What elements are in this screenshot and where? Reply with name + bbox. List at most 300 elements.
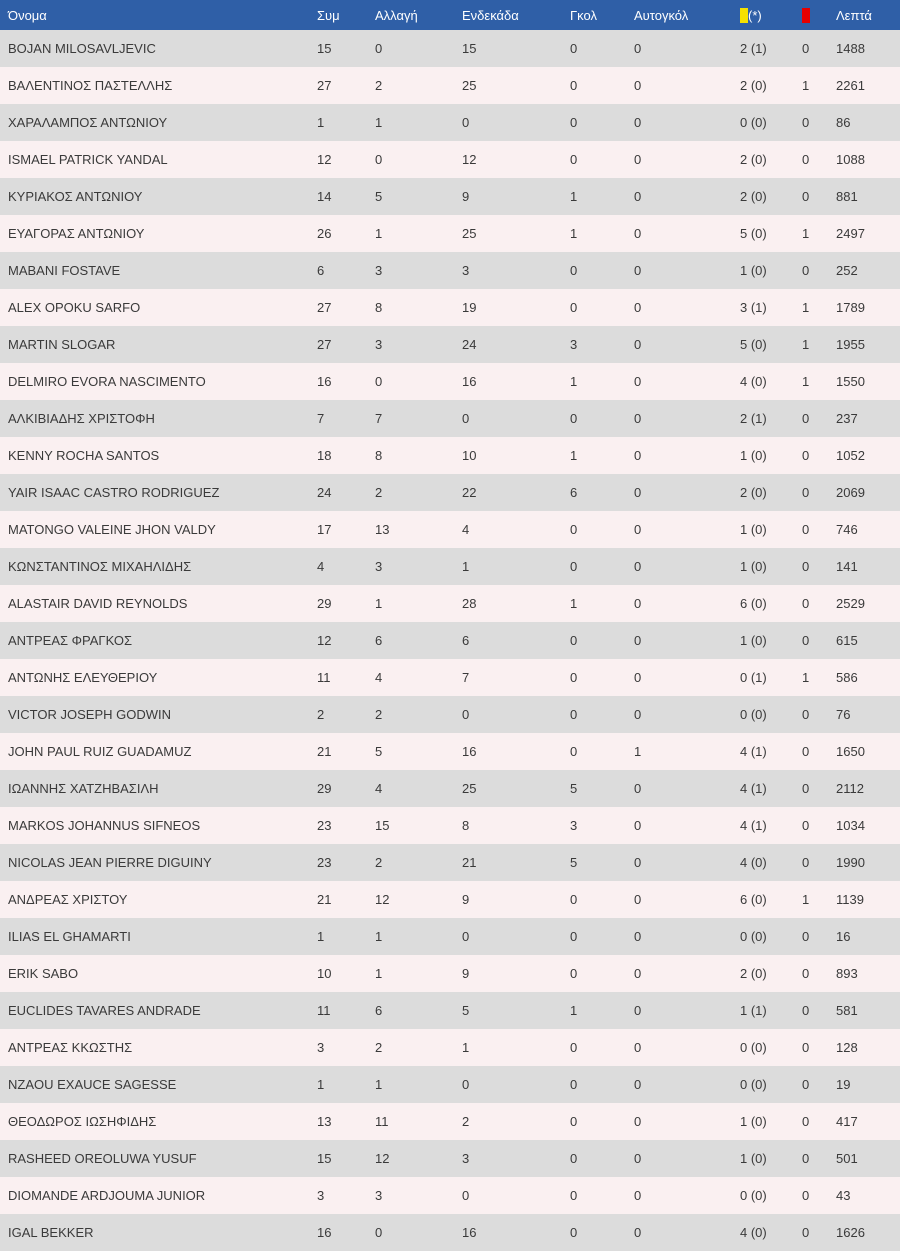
- red-cards-cell: 0: [802, 596, 810, 611]
- own-goals-cell: 0: [634, 226, 642, 241]
- goals-cell: 0: [570, 115, 578, 130]
- table-row: [0, 1140, 900, 1177]
- starting-appearances-cell: 2: [462, 1114, 470, 1129]
- substitute-appearances-cell: 1: [375, 115, 383, 130]
- own-goals-cell: 0: [634, 41, 642, 56]
- table-row: [0, 585, 900, 622]
- player-name-cell[interactable]: MABANI FOSTAVE: [8, 263, 121, 278]
- own-goals-cell: 0: [634, 670, 642, 685]
- minutes-cell: 2497: [836, 226, 865, 241]
- substitute-appearances-cell: 1: [375, 596, 383, 611]
- own-goals-cell: 0: [634, 1040, 642, 1055]
- goals-cell: 0: [570, 411, 578, 426]
- substitute-appearances-cell: 15: [375, 818, 390, 833]
- yellow-cards-cell: 2 (0): [740, 189, 767, 204]
- player-name-cell[interactable]: VICTOR JOSEPH GODWIN: [8, 707, 171, 722]
- goals-cell: 0: [570, 522, 578, 537]
- red-cards-cell: 0: [802, 448, 810, 463]
- player-name-cell[interactable]: ΙΩΑΝΝΗΣ ΧΑΤΖΗΒΑΣΙΛΗ: [8, 781, 159, 796]
- goals-cell: 0: [570, 1225, 578, 1240]
- red-cards-cell: 0: [802, 966, 810, 981]
- red-cards-cell: 0: [802, 818, 810, 833]
- own-goals-cell: 0: [634, 559, 642, 574]
- starting-appearances-cell: 15: [462, 41, 477, 56]
- own-goals-cell: 0: [634, 152, 642, 167]
- table-row: [0, 400, 900, 437]
- appearances-cell: 21: [317, 892, 332, 907]
- substitute-appearances-cell: 1: [375, 1077, 383, 1092]
- own-goals-cell: 0: [634, 781, 642, 796]
- goals-cell: 0: [570, 744, 578, 759]
- minutes-cell: 417: [836, 1114, 858, 1129]
- yellow-cards-cell: 0 (0): [740, 115, 767, 130]
- player-name-cell[interactable]: KENNY ROCHA SANTOS: [8, 448, 160, 463]
- goals-cell: 0: [570, 1077, 578, 1092]
- minutes-cell: 16: [836, 929, 851, 944]
- substitute-appearances-cell: 1: [375, 929, 383, 944]
- own-goals-cell: 0: [634, 1003, 642, 1018]
- yellow-cards-cell: 2 (1): [740, 41, 767, 56]
- yellow-cards-cell: 2 (0): [740, 152, 767, 167]
- player-name-cell[interactable]: DIOMANDE ARDJOUMA JUNIOR: [8, 1188, 206, 1203]
- yellow-cards-cell: 1 (0): [740, 1151, 767, 1166]
- yellow-cards-cell: 6 (0): [740, 892, 767, 907]
- table-row: [0, 659, 900, 696]
- minutes-cell: 881: [836, 189, 858, 204]
- player-name-cell[interactable]: JOHN PAUL RUIZ GUADAMUZ: [8, 744, 192, 759]
- player-name-cell[interactable]: MARTIN SLOGAR: [8, 337, 116, 352]
- substitute-appearances-cell: 0: [375, 1225, 383, 1240]
- starting-appearances-cell: 28: [462, 596, 477, 611]
- appearances-cell: 7: [317, 411, 325, 426]
- minutes-cell: 1488: [836, 41, 865, 56]
- player-name-cell[interactable]: ERIK SABO: [8, 966, 79, 981]
- goals-cell: 0: [570, 300, 578, 315]
- substitute-appearances-cell: 3: [375, 337, 383, 352]
- red-cards-cell: 1: [802, 337, 810, 352]
- header-own-goals[interactable]: Αυτογκόλ: [634, 7, 689, 23]
- header-red-cards[interactable]: [794, 8, 828, 23]
- red-cards-cell: 0: [802, 1077, 810, 1092]
- red-cards-cell: 0: [802, 1040, 810, 1055]
- yellow-cards-cell: 0 (1): [740, 670, 767, 685]
- red-cards-cell: 1: [802, 670, 810, 685]
- goals-cell: 0: [570, 966, 578, 981]
- red-cards-cell: 0: [802, 1225, 810, 1240]
- appearances-cell: 18: [317, 448, 332, 463]
- starting-appearances-cell: 25: [462, 781, 477, 796]
- player-name-cell[interactable]: MARKOS JOHANNUS SIFNEOS: [8, 818, 201, 833]
- starting-appearances-cell: 0: [462, 411, 470, 426]
- red-cards-cell: 1: [802, 78, 810, 93]
- goals-cell: 1: [570, 189, 578, 204]
- yellow-cards-cell: 1 (0): [740, 263, 767, 278]
- starting-appearances-cell: 12: [462, 152, 477, 167]
- own-goals-cell: 0: [634, 929, 642, 944]
- substitute-appearances-cell: 2: [375, 485, 383, 500]
- own-goals-cell: 0: [634, 633, 642, 648]
- table-row: [0, 992, 900, 1029]
- substitute-appearances-cell: 0: [375, 152, 383, 167]
- header-goals[interactable]: Γκολ: [570, 7, 597, 23]
- starting-appearances-cell: 16: [462, 744, 477, 759]
- table-row: [0, 104, 900, 141]
- yellow-cards-cell: 2 (0): [740, 966, 767, 981]
- red-cards-cell: 0: [802, 41, 810, 56]
- starting-appearances-cell: 22: [462, 485, 477, 500]
- red-cards-cell: 0: [802, 855, 810, 870]
- player-name-cell[interactable]: ALASTAIR DAVID REYNOLDS: [8, 596, 188, 611]
- yellow-cards-cell: 1 (0): [740, 1114, 767, 1129]
- own-goals-cell: 0: [634, 1151, 642, 1166]
- player-name-cell[interactable]: ΒΑΛΕΝΤΙΝΟΣ ΠΑΣΤΕΛΛΗΣ: [8, 78, 173, 93]
- yellow-cards-cell: 0 (0): [740, 1188, 767, 1203]
- substitute-appearances-cell: 5: [375, 744, 383, 759]
- starting-appearances-cell: 6: [462, 633, 470, 648]
- red-cards-cell: 0: [802, 744, 810, 759]
- substitute-appearances-cell: 0: [375, 41, 383, 56]
- appearances-cell: 16: [317, 1225, 332, 1240]
- player-name-cell[interactable]: ΑΝΤΡΕΑΣ ΚΚΩΣΤΗΣ: [8, 1040, 133, 1055]
- substitute-appearances-cell: 7: [375, 411, 383, 426]
- goals-cell: 0: [570, 78, 578, 93]
- minutes-cell: 1789: [836, 300, 865, 315]
- own-goals-cell: 0: [634, 818, 642, 833]
- table-row: [0, 141, 900, 178]
- substitute-appearances-cell: 4: [375, 670, 383, 685]
- appearances-cell: 13: [317, 1114, 332, 1129]
- substitute-appearances-cell: 5: [375, 189, 383, 204]
- minutes-cell: 237: [836, 411, 858, 426]
- own-goals-cell: 0: [634, 892, 642, 907]
- substitute-appearances-cell: 12: [375, 892, 390, 907]
- table-row: [0, 1103, 900, 1140]
- yellow-cards-cell: 2 (0): [740, 78, 767, 93]
- red-cards-cell: 0: [802, 1151, 810, 1166]
- table-row: [0, 548, 900, 585]
- red-cards-cell: 1: [802, 374, 810, 389]
- minutes-cell: 2261: [836, 78, 865, 93]
- appearances-cell: 1: [317, 115, 325, 130]
- starting-appearances-cell: 3: [462, 1151, 470, 1166]
- minutes-cell: 615: [836, 633, 858, 648]
- starting-appearances-cell: 3: [462, 263, 470, 278]
- goals-cell: 6: [570, 485, 578, 500]
- minutes-cell: 2112: [836, 781, 864, 796]
- yellow-cards-cell: 6 (0): [740, 596, 767, 611]
- appearances-cell: 27: [317, 300, 332, 315]
- own-goals-cell: 0: [634, 966, 642, 981]
- starting-appearances-cell: 0: [462, 707, 470, 722]
- red-cards-cell: 0: [802, 1188, 810, 1203]
- player-name-cell[interactable]: YAIR ISAAC CASTRO RODRIGUEZ: [8, 485, 220, 500]
- substitute-appearances-cell: 3: [375, 1188, 383, 1203]
- appearances-cell: 1: [317, 929, 325, 944]
- player-name-cell[interactable]: ΑΝΤΩΝΗΣ ΕΛΕΥΘΕΡΙΟΥ: [8, 670, 158, 685]
- minutes-cell: 1139: [836, 892, 864, 907]
- appearances-cell: 16: [317, 374, 332, 389]
- player-name-cell[interactable]: RASHEED OREOLUWA YUSUF: [8, 1151, 197, 1166]
- own-goals-cell: 0: [634, 855, 642, 870]
- yellow-cards-cell: 4 (0): [740, 1225, 767, 1240]
- substitute-appearances-cell: 2: [375, 707, 383, 722]
- minutes-cell: 2069: [836, 485, 865, 500]
- red-cards-cell: 0: [802, 781, 810, 796]
- minutes-cell: 2529: [836, 596, 865, 611]
- starting-appearances-cell: 0: [462, 115, 470, 130]
- appearances-cell: 1: [317, 1077, 325, 1092]
- substitute-appearances-cell: 3: [375, 559, 383, 574]
- own-goals-cell: 1: [634, 744, 642, 759]
- player-name-cell[interactable]: IGAL BEKKER: [8, 1225, 94, 1240]
- yellow-cards-cell: 0 (0): [740, 1040, 767, 1055]
- red-cards-cell: 0: [802, 1003, 810, 1018]
- appearances-cell: 27: [317, 337, 332, 352]
- goals-cell: 1: [570, 1003, 578, 1018]
- table-row: [0, 363, 900, 400]
- header-minutes[interactable]: Λεπτά: [836, 7, 872, 23]
- starting-appearances-cell: 0: [462, 1077, 470, 1092]
- minutes-cell: 1626: [836, 1225, 865, 1240]
- table-row: [0, 215, 900, 252]
- substitute-appearances-cell: 2: [375, 855, 383, 870]
- substitute-appearances-cell: 6: [375, 633, 383, 648]
- table-row: [0, 289, 900, 326]
- player-name-cell[interactable]: DELMIRO EVORA NASCIMENTO: [8, 374, 206, 389]
- table-row: [0, 881, 900, 918]
- minutes-cell: 1550: [836, 374, 865, 389]
- red-cards-cell: 0: [802, 411, 810, 426]
- player-name-cell[interactable]: ΧΑΡΑΛΑΜΠΟΣ ΑΝΤΩΝΙΟΥ: [8, 115, 168, 130]
- appearances-cell: 29: [317, 781, 332, 796]
- yellow-cards-cell: 1 (0): [740, 633, 767, 648]
- own-goals-cell: 0: [634, 1077, 642, 1092]
- player-name-cell[interactable]: ISMAEL PATRICK YANDAL: [8, 152, 168, 167]
- minutes-cell: 141: [836, 559, 858, 574]
- table-row: [0, 474, 900, 511]
- player-name-cell[interactable]: ΕΥΑΓΟΡΑΣ ΑΝΤΩΝΙΟΥ: [8, 226, 145, 241]
- starting-appearances-cell: 8: [462, 818, 470, 833]
- own-goals-cell: 0: [634, 596, 642, 611]
- starting-appearances-cell: 0: [462, 1188, 470, 1203]
- table-row: [0, 696, 900, 733]
- yellow-cards-cell: 0 (0): [740, 1077, 767, 1092]
- yellow-cards-cell: 3 (1): [740, 300, 767, 315]
- own-goals-cell: 0: [634, 411, 642, 426]
- table-row: [0, 844, 900, 881]
- table-row: [0, 1029, 900, 1066]
- appearances-cell: 2: [317, 707, 325, 722]
- own-goals-cell: 0: [634, 189, 642, 204]
- goals-cell: 0: [570, 707, 578, 722]
- own-goals-cell: 0: [634, 707, 642, 722]
- header-starting[interactable]: Ενδεκάδα: [462, 7, 519, 23]
- substitute-appearances-cell: 1: [375, 226, 383, 241]
- yellow-cards-cell: 5 (0): [740, 226, 767, 241]
- appearances-cell: 29: [317, 596, 332, 611]
- starting-appearances-cell: 19: [462, 300, 477, 315]
- minutes-cell: 252: [836, 263, 858, 278]
- goals-cell: 0: [570, 559, 578, 574]
- table-row: [0, 252, 900, 289]
- player-name-cell[interactable]: NICOLAS JEAN PIERRE DIGUINY: [8, 855, 212, 870]
- player-name-cell[interactable]: ΚΩΝΣΤΑΝΤΙΝΟΣ ΜΙΧΑΗΛΙΔΗΣ: [8, 559, 192, 574]
- yellow-cards-cell: 1 (1): [740, 1003, 767, 1018]
- player-name-cell[interactable]: ΑΛΚΙΒΙΑΔΗΣ ΧΡΙΣΤΟΦΗ: [8, 411, 155, 426]
- own-goals-cell: 0: [634, 1188, 642, 1203]
- goals-cell: 0: [570, 41, 578, 56]
- minutes-cell: 581: [836, 1003, 858, 1018]
- minutes-cell: 19: [836, 1077, 851, 1092]
- starting-appearances-cell: 9: [462, 966, 470, 981]
- appearances-cell: 23: [317, 818, 332, 833]
- yellow-cards-cell: 0 (0): [740, 707, 767, 722]
- red-cards-cell: 0: [802, 263, 810, 278]
- table-row: [0, 622, 900, 659]
- yellow-cards-cell: 1 (0): [740, 559, 767, 574]
- red-cards-cell: 0: [802, 189, 810, 204]
- starting-appearances-cell: 1: [462, 1040, 470, 1055]
- starting-appearances-cell: 7: [462, 670, 470, 685]
- player-name-cell[interactable]: BOJAN MILOSAVLJEVIC: [8, 41, 156, 56]
- goals-cell: 0: [570, 892, 578, 907]
- substitute-appearances-cell: 0: [375, 374, 383, 389]
- substitute-appearances-cell: 4: [375, 781, 383, 796]
- table-row: [0, 1177, 900, 1214]
- goals-cell: 0: [570, 152, 578, 167]
- table-body: [0, 30, 900, 1251]
- table-header: [0, 0, 900, 30]
- appearances-cell: 12: [317, 633, 332, 648]
- yellow-cards-cell: 1 (0): [740, 448, 767, 463]
- red-cards-cell: 0: [802, 929, 810, 944]
- header-appearances[interactable]: Συμ: [317, 7, 340, 23]
- goals-cell: 0: [570, 929, 578, 944]
- substitute-appearances-cell: 2: [375, 78, 383, 93]
- yellow-card-icon: [740, 8, 748, 23]
- player-name-cell[interactable]: ALEX OPOKU SARFO: [8, 300, 141, 315]
- starting-appearances-cell: 21: [462, 855, 477, 870]
- minutes-cell: 128: [836, 1040, 858, 1055]
- appearances-cell: 11: [317, 1003, 331, 1018]
- table-row: [0, 733, 900, 770]
- goals-cell: 5: [570, 855, 578, 870]
- own-goals-cell: 0: [634, 448, 642, 463]
- substitute-appearances-cell: 6: [375, 1003, 383, 1018]
- goals-cell: 0: [570, 1188, 578, 1203]
- appearances-cell: 15: [317, 41, 332, 56]
- yellow-cards-cell: 5 (0): [740, 337, 767, 352]
- player-name-cell[interactable]: MATONGO VALEINE JHON VALDY: [8, 522, 216, 537]
- own-goals-cell: 0: [634, 337, 642, 352]
- player-name-cell[interactable]: ΑΝΔΡΕΑΣ ΧΡΙΣΤΟΥ: [8, 892, 128, 907]
- own-goals-cell: 0: [634, 485, 642, 500]
- starting-appearances-cell: 5: [462, 1003, 470, 1018]
- header-name[interactable]: Όνομα: [8, 7, 47, 23]
- red-cards-cell: 0: [802, 707, 810, 722]
- red-cards-cell: 1: [802, 300, 810, 315]
- own-goals-cell: 0: [634, 78, 642, 93]
- substitute-appearances-cell: 12: [375, 1151, 390, 1166]
- own-goals-cell: 0: [634, 374, 642, 389]
- goals-cell: 0: [570, 1114, 578, 1129]
- player-name-cell[interactable]: ΘΕΟΔΩΡΟΣ ΙΩΣΗΦΙΔΗΣ: [8, 1114, 157, 1129]
- appearances-cell: 6: [317, 263, 325, 278]
- starting-appearances-cell: 25: [462, 226, 477, 241]
- player-name-cell[interactable]: EUCLIDES TAVARES ANDRADE: [8, 1003, 201, 1018]
- player-name-cell[interactable]: ILIAS EL GHAMARTI: [8, 929, 131, 944]
- player-name-cell[interactable]: ΑΝΤΡΕΑΣ ΦΡΑΓΚΟΣ: [8, 633, 132, 648]
- own-goals-cell: 0: [634, 115, 642, 130]
- table-row: [0, 178, 900, 215]
- starting-appearances-cell: 9: [462, 892, 470, 907]
- table-row: [0, 67, 900, 104]
- substitute-appearances-cell: 3: [375, 263, 383, 278]
- appearances-cell: 26: [317, 226, 332, 241]
- red-cards-cell: 0: [802, 485, 810, 500]
- player-name-cell[interactable]: NZAOU EXAUCE SAGESSE: [8, 1077, 177, 1092]
- own-goals-cell: 0: [634, 522, 642, 537]
- starting-appearances-cell: 16: [462, 374, 477, 389]
- minutes-cell: 1955: [836, 337, 865, 352]
- red-cards-cell: 0: [802, 152, 810, 167]
- player-name-cell[interactable]: ΚΥΡΙΑΚΟΣ ΑΝΤΩΝΙΟΥ: [8, 189, 143, 204]
- header-yellow-cards[interactable]: [732, 8, 794, 23]
- starting-appearances-cell: 24: [462, 337, 477, 352]
- red-cards-cell: 1: [802, 226, 810, 241]
- red-card-icon: [802, 8, 810, 23]
- yellow-cards-cell: 4 (1): [740, 781, 767, 796]
- appearances-cell: 21: [317, 744, 332, 759]
- own-goals-cell: 0: [634, 1114, 642, 1129]
- red-cards-cell: 0: [802, 115, 810, 130]
- starting-appearances-cell: 0: [462, 929, 470, 944]
- appearances-cell: 17: [317, 522, 332, 537]
- yellow-cards-cell: 4 (1): [740, 818, 767, 833]
- substitute-appearances-cell: 8: [375, 448, 383, 463]
- yellow-cards-cell: 2 (0): [740, 485, 767, 500]
- table-row: [0, 30, 900, 67]
- yellow-cards-cell: 4 (0): [740, 855, 767, 870]
- appearances-cell: 3: [317, 1040, 325, 1055]
- table-row: [0, 1066, 900, 1103]
- red-cards-cell: 0: [802, 559, 810, 574]
- header-substitute[interactable]: Αλλαγή: [375, 7, 418, 23]
- own-goals-cell: 0: [634, 300, 642, 315]
- appearances-cell: 4: [317, 559, 325, 574]
- table-row: [0, 326, 900, 363]
- yellow-cards-cell: 2 (1): [740, 411, 767, 426]
- starting-appearances-cell: 9: [462, 189, 470, 204]
- appearances-cell: 27: [317, 78, 332, 93]
- table-row: [0, 1214, 900, 1251]
- appearances-cell: 12: [317, 152, 332, 167]
- minutes-cell: 1088: [836, 152, 865, 167]
- goals-cell: 5: [570, 781, 578, 796]
- own-goals-cell: 0: [634, 1225, 642, 1240]
- starting-appearances-cell: 4: [462, 522, 470, 537]
- appearances-cell: 10: [317, 966, 332, 981]
- goals-cell: 0: [570, 670, 578, 685]
- yellow-cards-cell: 0 (0): [740, 929, 767, 944]
- table-row: [0, 918, 900, 955]
- appearances-cell: 24: [317, 485, 332, 500]
- table-row: [0, 770, 900, 807]
- table-row: [0, 955, 900, 992]
- goals-cell: 0: [570, 263, 578, 278]
- substitute-appearances-cell: 11: [375, 1114, 389, 1129]
- substitute-appearances-cell: 1: [375, 966, 383, 981]
